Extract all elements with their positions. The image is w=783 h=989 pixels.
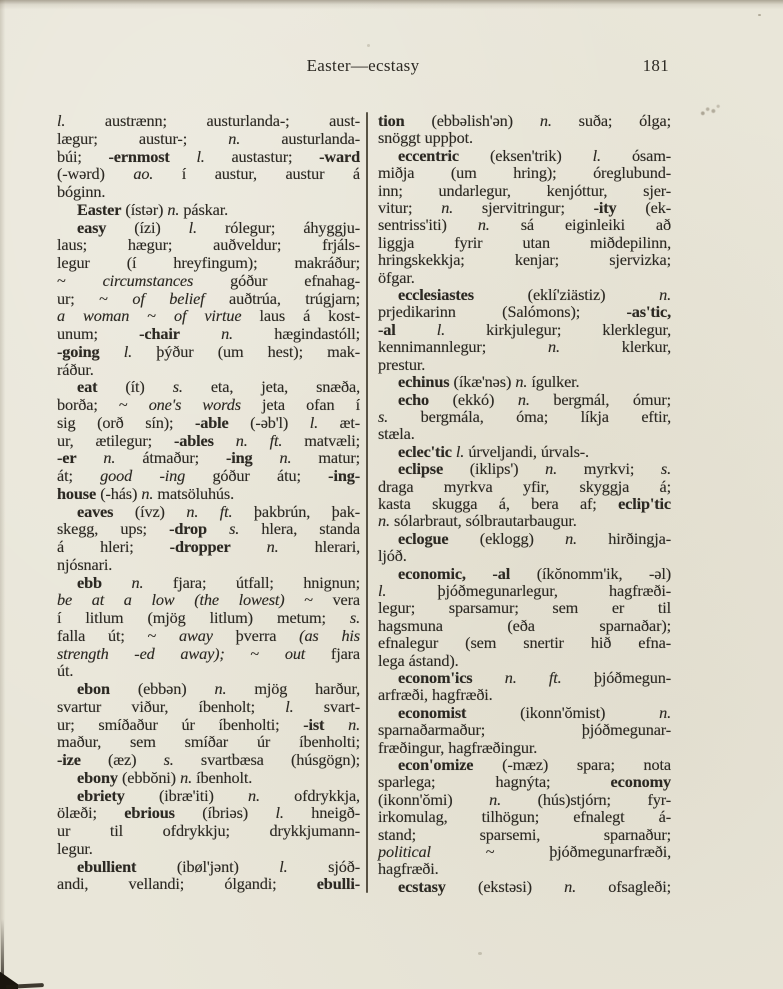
text-line: ecstasy (ekstəsi) n. ofsagleði; — [398, 876, 671, 896]
paper-speck — [478, 952, 482, 955]
text-line: svartur viður, íbenholt; l. svart- — [57, 696, 360, 716]
text-line: efnalegur (sem snertir hið efna- — [378, 633, 671, 653]
text-line: hagfræði. — [378, 859, 439, 879]
text-line: eclipse (iklips') n. myrkvi; s. — [398, 459, 671, 479]
column-right — [378, 112, 671, 895]
text-line: arfræði, hagfræði. — [378, 685, 493, 705]
text-line: ráður. — [57, 359, 94, 379]
text-line: hagsmuna (eða sparnaðar); — [378, 615, 671, 635]
text-line: sig (orð sín); -able (-əb'l) l. æt- — [57, 412, 360, 432]
text-line: house (-hás) n. matsöluhús. — [57, 483, 235, 503]
text-line: ebb n. fjara; útfall; hnignun; — [77, 572, 361, 592]
text-line: borða; ~ one's words jeta ofan í — [57, 395, 360, 414]
text-line: strength -ed away); ~ out fjara — [57, 643, 360, 663]
text-line: ~ circumstances góður efnahag- — [57, 270, 360, 290]
text-line: ecclesiastes (eklí'ziästiz) n. — [398, 285, 671, 305]
text-line: kennimannlegur; n. klerkur, — [378, 337, 671, 357]
text-line: economic, -al (íkŏnomm'ik, -əl) — [398, 563, 671, 583]
text-line: hringskekkja; kenjar; sjervizka; — [378, 250, 671, 270]
text-line: búi; -ernmost l. austastur; -ward — [57, 146, 360, 166]
text-line: -ize (æz) s. svartbæsa (húsgögn); — [57, 750, 360, 769]
text-line: lega ástand). — [378, 650, 459, 670]
text-line: ebon (ebbən) n. mjög harður, — [77, 679, 360, 698]
text-line: bóginn. — [57, 182, 106, 201]
text-line: eat (ít) s. eta, jeta, snæða, — [77, 377, 360, 397]
text-line: -er n. átmaður; -ing n. matur; — [57, 448, 360, 468]
text-line: tion (ebbəlish'ən) n. suða; ólga; — [378, 111, 671, 130]
text-line: prjedikarinn (Salómons); -as'tic, — [378, 302, 671, 322]
text-line: (-wərd) ao. í austur, austur á — [57, 164, 360, 184]
text-line: (ikonn'ŏmi) n. (hús)stjórn; fyr- — [378, 789, 671, 809]
text-line: political ~ þjóðmegunarfræði, — [378, 842, 671, 862]
text-line: echo (ekkó) n. bergmál, ómur; — [398, 389, 671, 409]
paper-speck — [758, 14, 761, 16]
text-line: l. þjóðmegunarlegur, hagfræði- — [378, 580, 671, 600]
text-line: inn; undarlegur, kenjóttur, sjer- — [378, 180, 671, 200]
column-divider — [366, 112, 368, 893]
text-line: lægur; austur-; n. austurlanda- — [57, 128, 360, 148]
text-line: liggja fyrir utan miðdepilinn, — [378, 232, 671, 252]
scan-edge-top — [0, 0, 783, 10]
text-line: ur; ~ of belief auðtrúa, trúgjarn; — [57, 288, 360, 308]
text-line: eclogue (eklogg) n. hirðingja- — [398, 528, 671, 548]
text-line: s. bergmála, óma; líkja eftir, — [378, 406, 671, 426]
text-line: legur; sparsamur; sem er til — [378, 598, 671, 618]
text-line: easy (ízi) l. rólegur; áhyggju- — [77, 217, 360, 237]
text-line: ljóð. — [378, 546, 407, 566]
margin-smudge — [693, 98, 725, 122]
text-line: andi, vellandi; ólgandi; ebulli- — [57, 874, 360, 894]
text-line: legur. — [57, 838, 93, 858]
text-line: -going l. þýður (um hest); mak- — [57, 341, 361, 361]
text-line: stand; sparsemi, sparnaður; — [378, 824, 671, 844]
text-line: irkomulag, tilhögun; efnalegt á- — [378, 807, 671, 827]
text-line: eccentric (eksen'trik) l. ósam- — [398, 145, 671, 165]
text-line: kasta skugga á, bera af; eclip'tic — [378, 493, 671, 513]
text-line: laus; hægur; auðveldur; frjáls- — [57, 235, 360, 255]
text-line: econom'ics n. ft. þjóðmegun- — [398, 668, 672, 687]
text-line: echinus (íkæ'nəs) n. ígulker. — [398, 372, 580, 392]
text-line: njósnari. — [57, 554, 113, 574]
text-line: öfgar. — [378, 267, 415, 287]
text-line: legur (í hreyfingum); makráður; — [57, 253, 360, 272]
text-line: ebullient (ibøl'jənt) l. sjóð- — [77, 856, 360, 876]
text-line: n. sólarbraut, sólbrautarbaugur. — [378, 511, 577, 531]
text-line: -al l. kirkjulegur; klerklegur, — [378, 319, 671, 339]
text-line: stæla. — [378, 424, 415, 444]
text-line: snöggt uppþot. — [378, 128, 473, 148]
text-line: ur, ætilegur; -ables n. ft. matvæli; — [57, 430, 360, 450]
text-line: falla út; ~ away þverra (as his — [57, 625, 360, 645]
page-header — [57, 56, 669, 76]
scan-bottom-streak — [6, 983, 44, 989]
text-line: sparlega; hagnýta; economy — [378, 772, 671, 792]
text-line: ur; smíðaður úr íbenholti; -ist n. — [57, 714, 361, 734]
text-line: í litlum (mjög litlum) metum; s. — [57, 608, 360, 627]
text-line: eclec'tic l. úrveljandi, úrvals-. — [398, 441, 589, 461]
text-line: l. austrænn; austurlanda-; aust- — [57, 111, 360, 130]
text-line: ur til ofdrykkju; drykkjumann- — [57, 821, 360, 840]
text-line: unum; -chair n. hægindastóll; — [57, 324, 361, 343]
text-line: sparnaðarmaður; þjóðmegunar- — [378, 720, 671, 740]
text-line: ebriety (ibræ'iti) n. ofdrykkja, — [77, 785, 360, 805]
text-line: ölæði; ebrious (íbriəs) l. hneigð- — [57, 803, 360, 823]
text-line: a woman ~ of virtue laus á kost- — [57, 306, 360, 326]
text-line: sentriss'iti) n. sá eiginleiki að — [378, 215, 671, 235]
text-line: fræðingur, hagfræðingur. — [378, 737, 538, 757]
text-line: eaves (ívz) n. ft. þakbrún, þak- — [77, 501, 360, 521]
text-line: economist (ikonn'ŏmist) n. — [398, 702, 671, 722]
text-line: át; good -ing góður átu; -ing- — [57, 466, 360, 485]
text-line: econ'omize (-mæz) spara; nota — [398, 755, 671, 775]
text-line: á hleri; -dropper n. hlerari, — [57, 537, 360, 556]
paper-speck — [367, 44, 370, 47]
text-line: skegg, ups; -drop s. hlera, standa — [57, 519, 360, 539]
text-line: miðja (um hring); óreglubund- — [378, 163, 671, 183]
text-line: draga myrkva yfir, skyggja á; — [378, 476, 671, 496]
scan-edge-left — [0, 0, 6, 989]
text-line: Easter (ístər) n. páskar. — [77, 199, 229, 219]
running-head: Easter—ecstasy — [306, 56, 420, 75]
page-number: 181 — [642, 56, 669, 75]
column-left — [57, 112, 360, 893]
text-line: ebony (ebbŏni) n. íbenholt. — [77, 767, 253, 787]
text-columns — [57, 112, 677, 895]
text-line: út. — [57, 661, 74, 681]
text-line: maður, sem smíðar úr íbenholti; — [57, 732, 360, 752]
text-line: be at a low (the lowest) ~ vera — [57, 590, 360, 610]
text-line: prestur. — [378, 354, 426, 374]
text-line: vitur; n. sjervitringur; -ity (ek- — [378, 198, 671, 218]
